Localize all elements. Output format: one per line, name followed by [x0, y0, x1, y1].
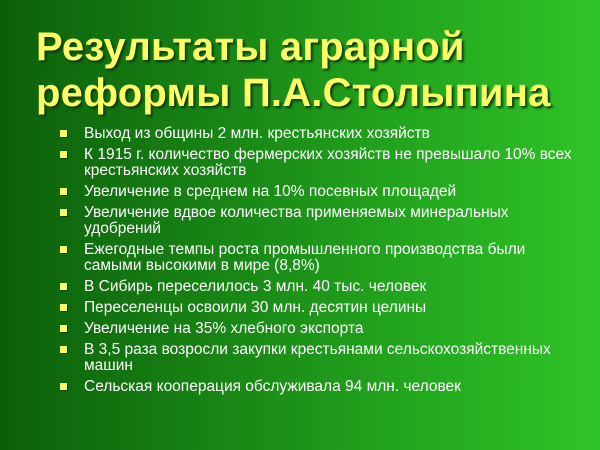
list-item-text: К 1915 г. количество фермерских хозяйств не превышало 10% всех крестьянских хозяйств: [84, 146, 572, 179]
bullet-icon: [60, 383, 67, 390]
bullet-list: [58, 126, 578, 400]
bullet-icon: [60, 283, 67, 290]
bullet-icon: [60, 346, 67, 353]
bullet-icon: [60, 209, 67, 216]
bullet-icon: [60, 304, 67, 311]
list-item-text: Переселенцы освоили 30 млн. десятин целины: [84, 299, 427, 316]
bullet-icon: [60, 151, 67, 158]
slide-title-line-2: реформы П.А.Столыпина: [36, 71, 551, 115]
list-item-text: Выход из общины 2 млн. крестьянских хозяйств: [84, 125, 430, 142]
list-item: [58, 205, 578, 237]
list-item: [58, 300, 578, 316]
list-item: [58, 242, 578, 274]
list-item: [58, 147, 578, 179]
bullet-icon: [60, 188, 67, 195]
list-item-text: В 3,5 раза возросли закупки крестьянами сельскохозяйственных машин: [84, 341, 551, 374]
list-item: [58, 342, 578, 374]
bullet-icon: [60, 246, 67, 253]
list-item-text: Увеличение в среднем на 10% посевных площадей: [84, 183, 457, 200]
list-item: [58, 184, 578, 200]
list-item: [58, 321, 578, 337]
list-item: [58, 126, 578, 142]
bullet-icon: [60, 325, 67, 332]
list-item-text: Сельская кооперация обслуживала 94 млн. человек: [84, 378, 461, 395]
list-item: [58, 379, 578, 395]
bullet-icon: [60, 130, 67, 137]
list-item-text: Увеличение вдвое количества применяемых минеральных удобрений: [84, 204, 509, 237]
list-item-text: Увеличение на 35% хлебного экспорта: [84, 320, 364, 337]
list-item-text: Ежегодные темпы роста промышленного производства были самыми высокими в мире (8,8%): [84, 241, 526, 274]
list-item: [58, 279, 578, 295]
slide-title: [36, 24, 576, 116]
slide-title-line-1: Результаты аграрной: [36, 25, 465, 69]
list-item-text: В Сибирь переселилось 3 млн. 40 тыс. человек: [84, 278, 427, 295]
